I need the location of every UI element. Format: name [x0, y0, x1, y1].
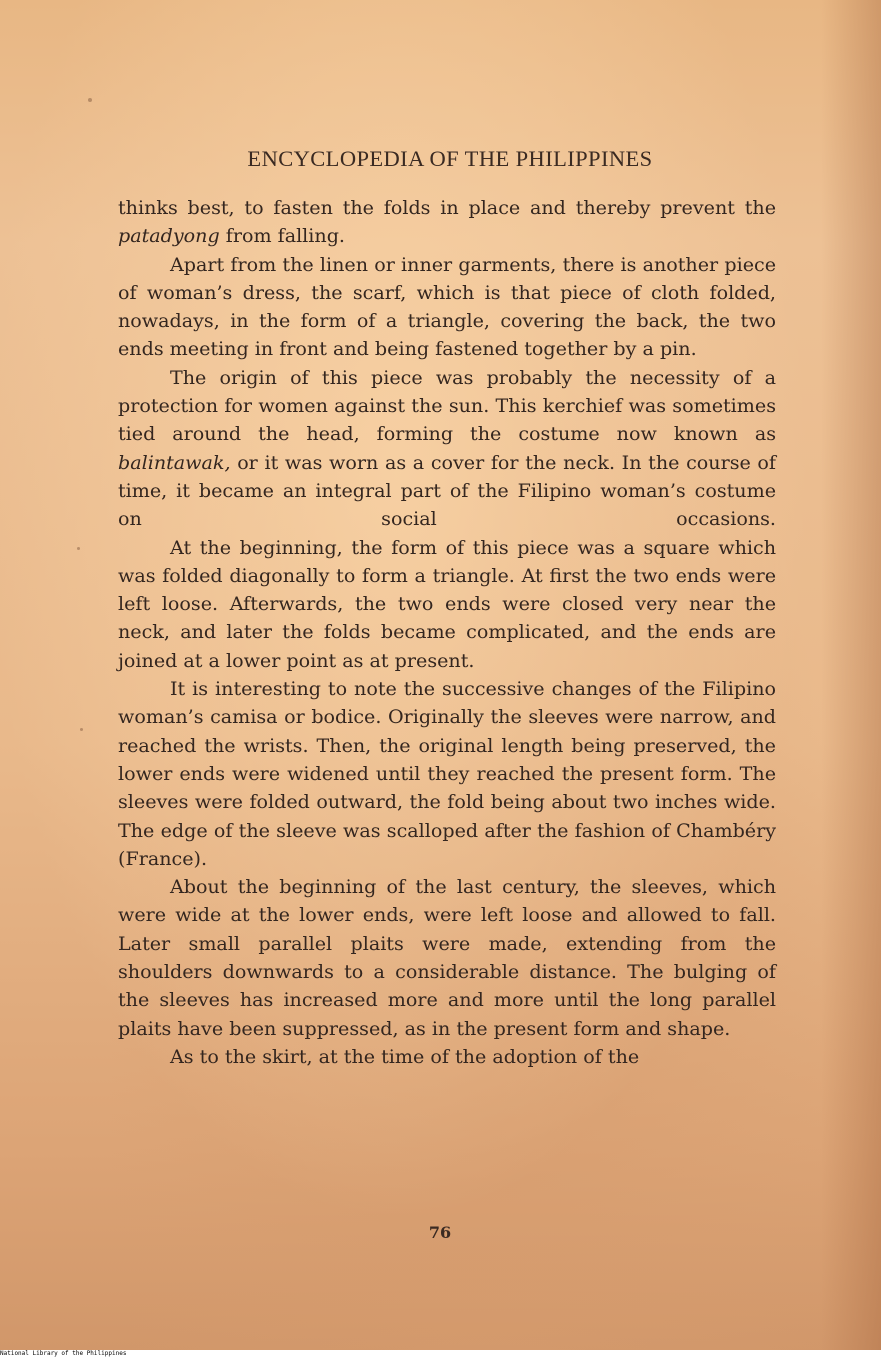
paper-speck — [77, 547, 80, 550]
italic-term-patadyong: patadyong — [118, 224, 220, 248]
paragraph-7: As to the skirt, at the time of the adoption of the — [170, 1044, 640, 1068]
paragraph-4: At the beginning, the form of this piece was a square which was folded diagonally to form a triangle. At first the two ends were left loose. Afterwards, the two ends were closed very near the neck, and later the folds became complicated, and the ends are joined at a lower point as at present. — [118, 535, 776, 672]
page-number: 76 — [428, 1223, 452, 1242]
paragraph-1: thinks best, to fasten the folds in place and thereby prevent the patadyong from falling. — [118, 196, 776, 248]
paragraph-6: About the beginning of the last century, the sleeves, which were wide at the lower ends, were left loose and allowed to fall. Later small parallel plaits were made, extending from the shoulders downwards to a considerable distance. The bulging of the sleeves has increased more and more until the long parallel plaits have been suppressed, as in the present form and shape. — [118, 875, 776, 1040]
running-header: ENCYCLOPEDIA OF THE PHILIPPINES — [247, 146, 653, 171]
paper-speck — [88, 98, 92, 102]
paper-speck — [80, 728, 83, 731]
body-text — [118, 194, 776, 1071]
paragraph-3: The origin of this piece was probably the necessity of a protection for women against the sun. This kerchief was sometimes tied around the head, forming the costume now known as balintawak, or it was worn as a cover for the neck. In the course of time, it became an integral part of the Filipino woman’s costume on social occasions. — [118, 365, 776, 531]
paragraph-5: It is interesting to note the successive changes of the Filipino woman’s camisa or bodice. Originally the sleeves were narrow, and reached the wrists. Then, the original length being preserved, the lower ends were widened until they reached the present form. The sleeves were folded outward, the fold being about two inches wide. The edge of the sleeve was scalloped after the fashion of Chambéry (France). — [118, 677, 776, 870]
page-edge-shadow — [821, 0, 881, 1350]
library-credit: National Library of the Philippines — [0, 1350, 881, 1358]
italic-term-balintawak: balintawak, — [118, 450, 231, 474]
paragraph-2: Apart from the linen or inner garments, there is another piece of woman’s dress, the scarf, which is that piece of cloth folded, nowadays, in the form of a triangle, covering the back, the two ends meeting in front and being fastened together by a pin. — [118, 252, 776, 361]
